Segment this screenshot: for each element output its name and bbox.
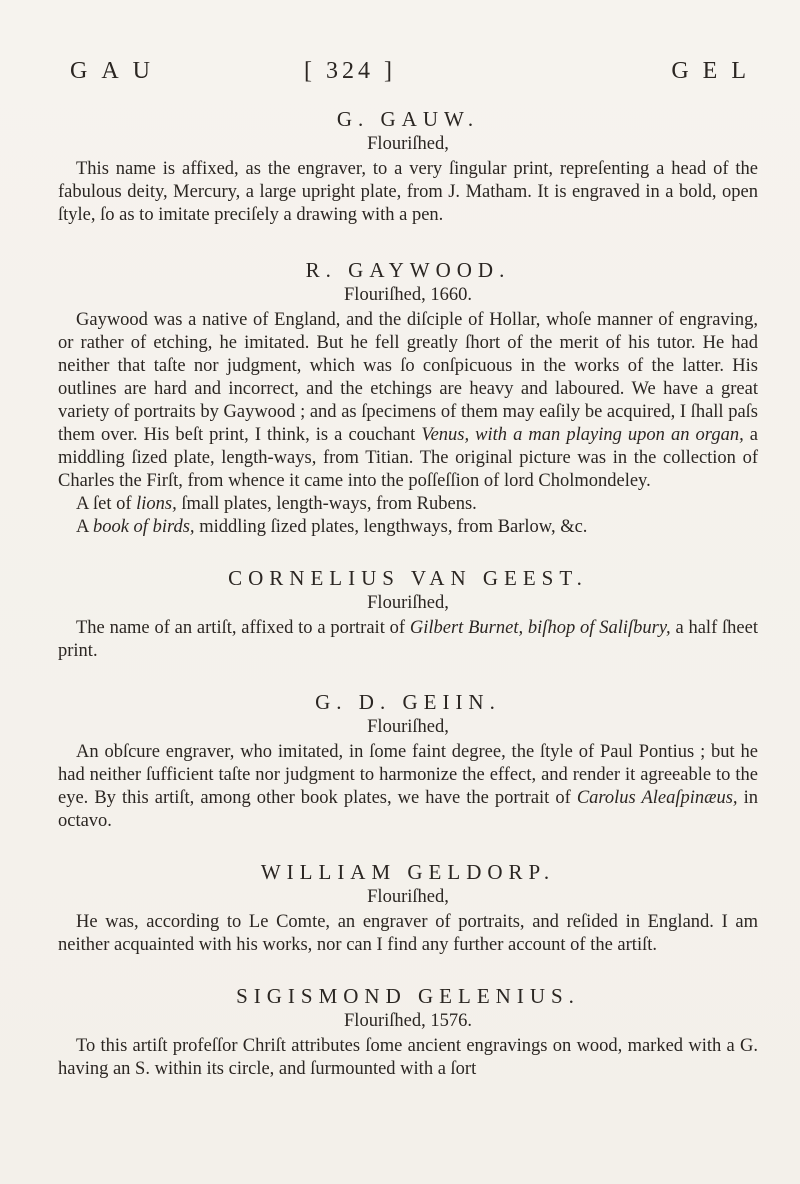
entry-geiin <box>58 689 758 833</box>
entry-paragraph: The name of an artiſt, affixed to a portrait of Gilbert Burnet, biſhop of Saliſbury, a half ſheet print. <box>58 618 758 661</box>
entry-heading: WILLIAM GELDORP. <box>260 860 556 884</box>
entry-paragraph: Gaywood was a native of England, and the diſciple of Hollar, whoſe manner of engraving, or rather of etching, he imitated. But he fell greatly ſhort of the merit of his tutor. He had neither that taſte nor judgment, which was ſo conſpicuous in the works of the latter. His outlines are hard and incorrect, and the etchings are heavy and laboured. We have a great variety of portraits by Gaywood ; and as ſpecimens of them may eaſily be acquired, I ſhall paſs them over. His beſt print, I think, is a couchant Venus, with a man playing upon an organ, a middling ſized plate, length-ways, from Titian. The original picture was in the collection of Charles the Firſt, from whence it came into the poſſeſſion of lord Cholmondeley. <box>58 310 758 491</box>
entry-flourished: Flouriſhed, <box>367 717 449 737</box>
entry-flourished: Flouriſhed, 1576. <box>344 1011 472 1031</box>
entry-geldorp <box>58 859 758 957</box>
running-head-right: GEL <box>671 58 760 84</box>
entry-gelenius <box>58 983 758 1081</box>
entry-gauw <box>58 106 758 227</box>
entry-heading: CORNELIUS VAN GEEST. <box>228 566 588 590</box>
entry-heading: R. GAYWOOD. <box>305 258 511 282</box>
page-body <box>58 106 758 1081</box>
entry-paragraph: He was, according to Le Comte, an engraver of portraits, and reſided in England. I am neither acquainted with his works, nor can I find any further account of the artiſt. <box>58 912 758 955</box>
entry-heading: G. GAUW. <box>336 107 480 131</box>
entry-flourished: Flouriſhed, <box>367 134 449 154</box>
entry-paragraph: To this artiſt profeſſor Chriſt attributes ſome ancient engravings on wood, marked with a G. having an S. within its circle, and ſurmounted with a ſort <box>58 1036 758 1079</box>
entry-paragraph: A ſet of lions, ſmall plates, length-ways, from Rubens. <box>76 494 477 514</box>
entry-flourished: Flouriſhed, <box>367 593 449 613</box>
entry-heading: G. D. GEIIN. <box>315 690 501 714</box>
running-head-left: GAU <box>70 58 164 84</box>
entry-paragraph: A book of birds, middling ſized plates, lengthways, from Barlow, &c. <box>76 517 588 537</box>
page-number: [ 324 ] <box>304 58 396 84</box>
entry-gaywood <box>58 257 758 539</box>
running-head <box>70 58 760 88</box>
entry-van-geest <box>58 565 758 663</box>
entry-paragraph: This name is affixed, as the engraver, to a very ſingular print, repreſenting a head of the fabulous deity, Mercury, a large upright plate, from J. Matham. It is engraved in a bold, open ſtyle, ſo as to imitate preciſely a drawing with a pen. <box>58 159 758 225</box>
entry-flourished: Flouriſhed, 1660. <box>344 285 472 305</box>
entry-heading: SIGISMOND GELENIUS. <box>236 984 580 1008</box>
entry-flourished: Flouriſhed, <box>367 887 449 907</box>
entry-paragraph: An obſcure engraver, who imitated, in ſome faint degree, the ſtyle of Paul Pontius ; but he had neither ſufficient taſte nor judgment to harmonize the effect, and render it agreeable to the eye. By this artiſt, among other book plates, we have the portrait of Carolus Aleaſpinæus, in octavo. <box>58 742 758 831</box>
